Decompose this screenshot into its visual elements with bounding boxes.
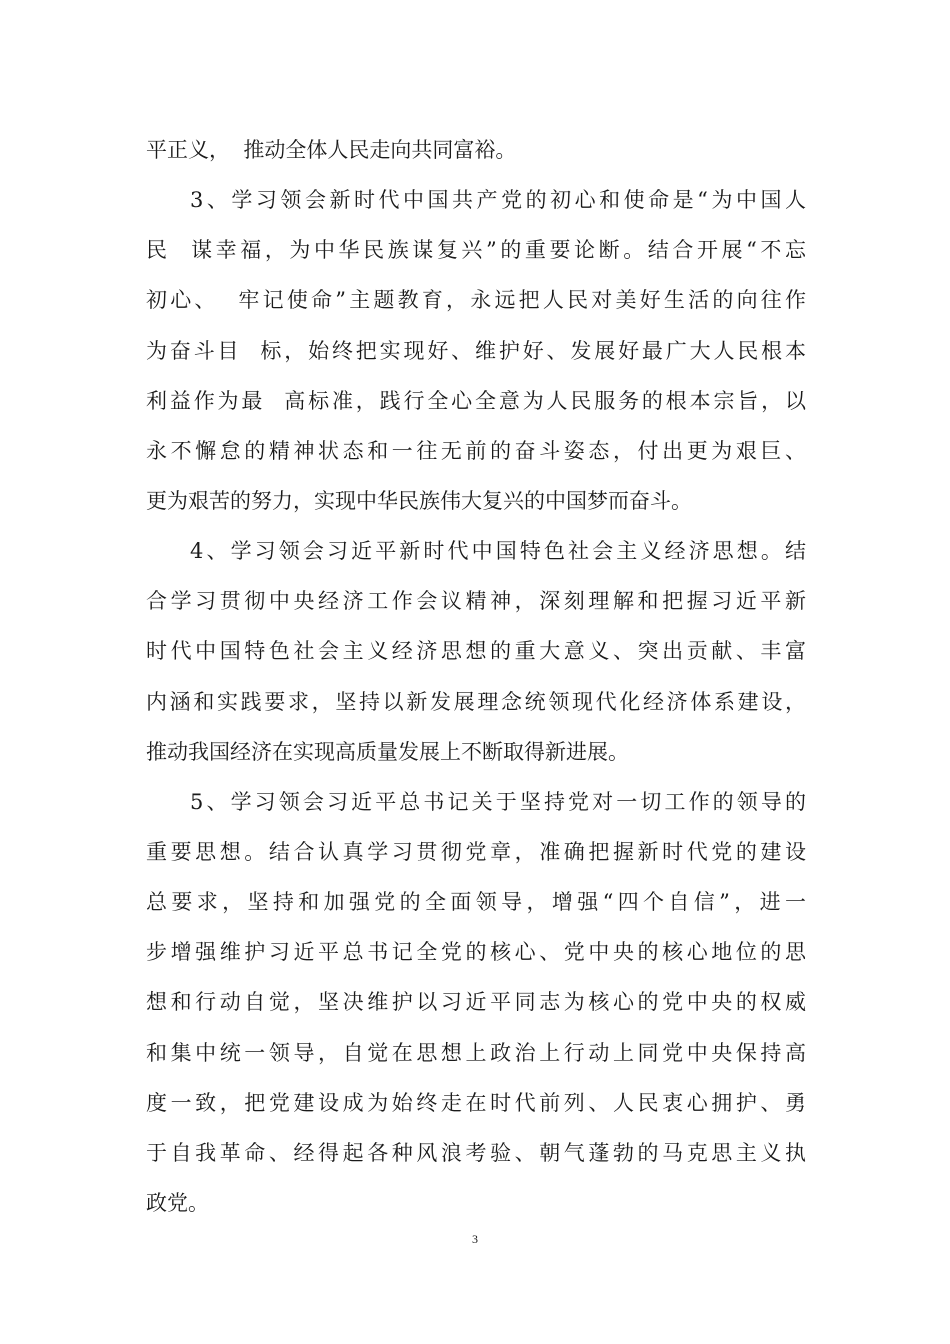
text-line: 度一致，把党建设成为始终走在时代前列、人民衷心拥护、勇 [146,1091,806,1115]
text-line: 更为艰苦的努力，实现中华民族伟大复兴的中国梦而奋斗。 [146,489,692,513]
text-line: 总要求，坚持和加强党的全面领导，增强“四个自信”，进一 [146,890,806,914]
text-line: 永不懈怠的精神状态和一往无前的奋斗姿态，付出更为艰巨、 [146,439,806,463]
text-line: 步增强维护习近平总书记全党的核心、党中央的核心地位的思 [146,940,806,964]
text-line: 内涵和实践要求，坚持以新发展理念统领现代化经济体系建设， [146,690,806,714]
text-line: 时代中国特色社会主义经济思想的重大意义、突出贡献、丰富 [146,639,806,663]
text-line: 于自我革命、经得起各种风浪考验、朝气蓬勃的马克思主义执 [146,1141,806,1165]
text-line: 平正义， 推动全体人民走向共同富裕。 [146,138,517,162]
text-line: 利益作为最 高标准，践行全心全意为人民服务的根本宗旨，以 [146,389,806,413]
text-line: 重要思想。结合认真学习贯彻党章，准确把握新时代党的建设 [146,840,806,864]
paragraph-3-line: 3、学习领会新时代中国共产党的初心和使命是“为中国人 [190,188,806,212]
text-line: 合学习贯彻中央经济工作会议精神，深刻理解和把握习近平新 [146,589,806,613]
text-line: 政党。 [146,1191,209,1215]
text-line: 想和行动自觉，坚决维护以习近平同志为核心的党中央的权威 [146,990,806,1014]
text-line: 推动我国经济在实现高质量发展上不断取得新进展。 [146,740,629,764]
page-number: 3 [472,1232,478,1246]
paragraph-4-line: 4、学习领会习近平新时代中国特色社会主义经济思想。结 [190,539,806,563]
text-line: 为奋斗目 标，始终把实现好、维护好、发展好最广大人民根本 [146,339,806,363]
text-line: 和集中统一领导，自觉在思想上政治上行动上同党中央保持高 [146,1041,806,1065]
text-line: 民 谋幸福，为中华民族谋复兴”的重要论断。结合开展“不忘 [146,238,806,262]
text-line: 初心、 牢记使命”主题教育，永远把人民对美好生活的向往作 [146,288,806,312]
paragraph-5-line: 5、学习领会习近平总书记关于坚持党对一切工作的领导的 [190,790,806,814]
